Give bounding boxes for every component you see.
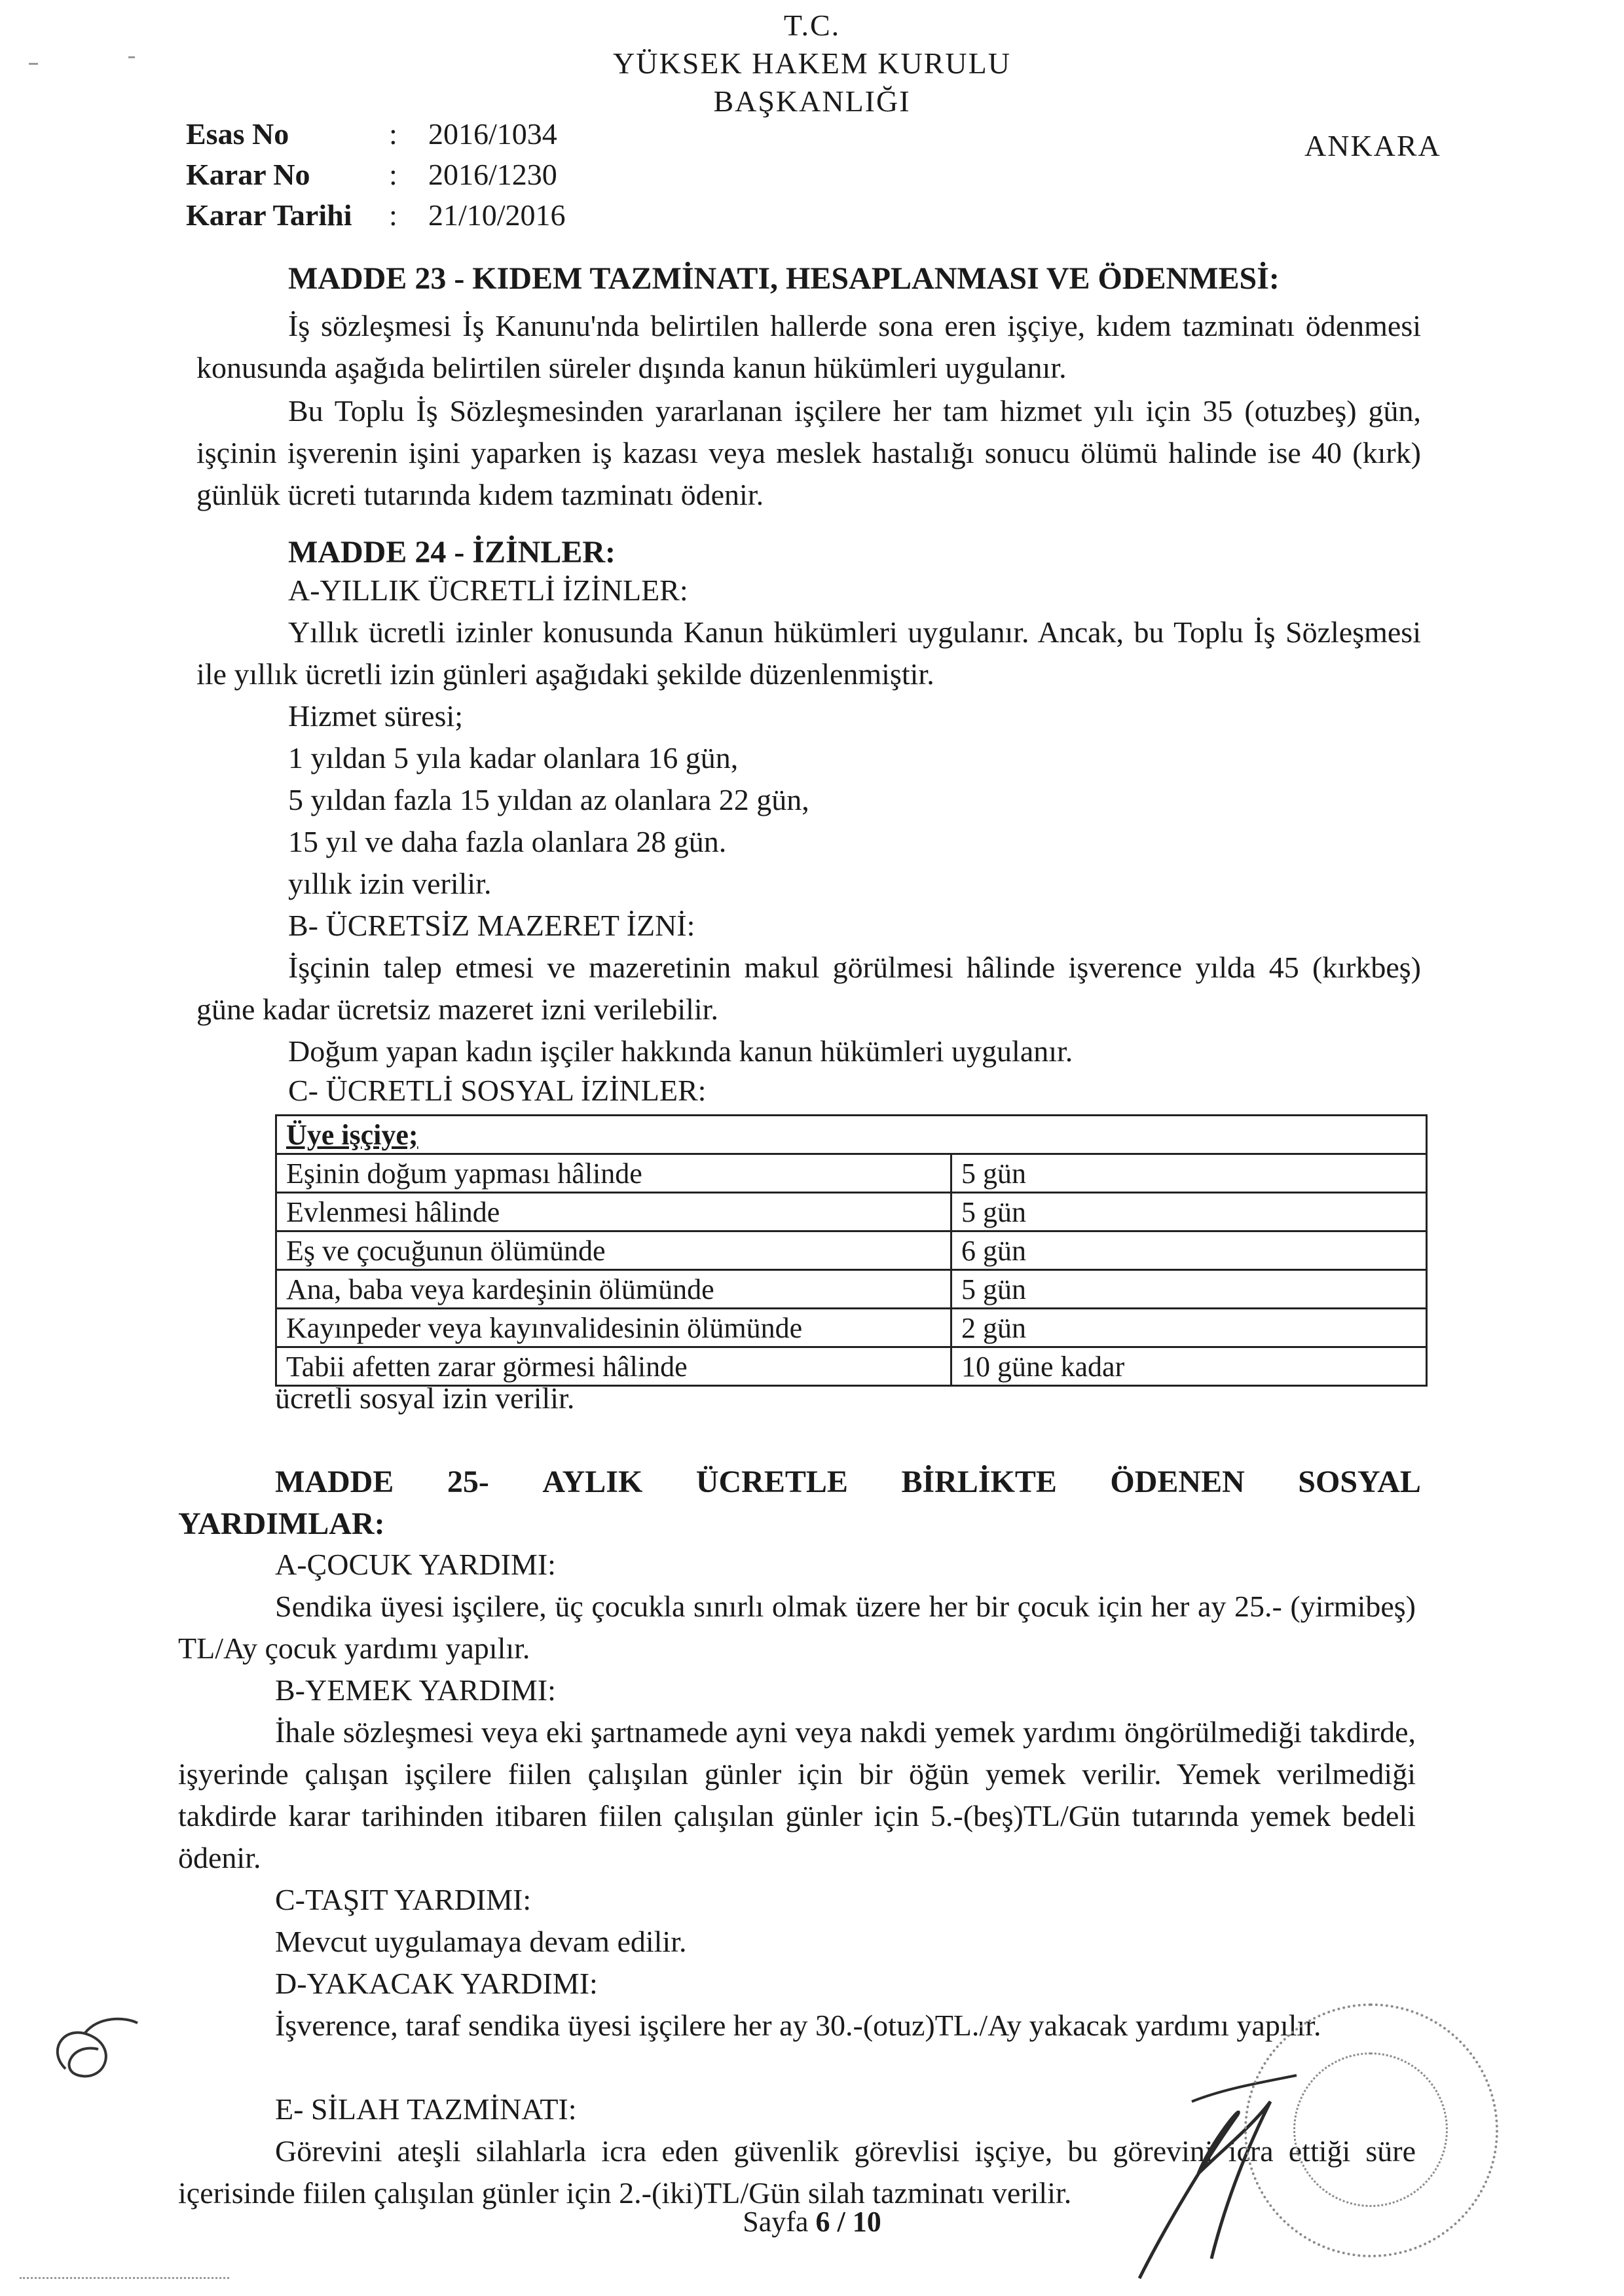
table-cell-event: Evlenmesi hâlinde [276, 1193, 951, 1231]
meta-row-esas [186, 117, 644, 157]
madde-25-c-paragraph: Mevcut uygulamaya devam edilir. [275, 1925, 687, 1958]
madde-25-a-paragraph: Sendika üyesi işçilere, üç çocukla sınırlı olmak üzere her bir çocuk için her ay 25.- (yirmibeş) TL/Ay çocuk yardımı yapılır. [178, 1590, 1416, 1665]
table-cell-event: Eşinin doğum yapması hâlinde [276, 1154, 951, 1193]
table-cell-days: 10 güne kadar [951, 1347, 1427, 1386]
madde-25-heading-word: SOSYAL [1298, 1465, 1421, 1499]
table-row [276, 1193, 1427, 1231]
madde-24-b-title: B- ÜCRETSİZ MAZERET İZNİ: [288, 909, 695, 942]
madde-24-b-paragraph-2: Doğum yapan kadın işçiler hakkında kanun hükümleri uygulanır. [288, 1034, 1073, 1068]
madde-25-d-paragraph: İşverence, taraf sendika üyesi işçilere her ay 30.-(otuz)TL./Ay yakacak yardımı yapılır. [275, 2009, 1321, 2042]
page-prefix: Sayfa [743, 2206, 809, 2238]
madde-25-heading-word: BİRLİKTE [901, 1465, 1057, 1499]
madde-24-service-label: Hizmet süresi; [288, 699, 463, 733]
meta-row-tarih [186, 198, 644, 238]
meta-separator: : [389, 158, 397, 191]
madde-25-heading-word: ÜCRETLE [695, 1465, 848, 1499]
table-cell-days: 5 gün [951, 1154, 1427, 1193]
table-cell-days: 5 gün [951, 1193, 1427, 1231]
madde-24-c-end: ücretli sosyal izin verilir. [275, 1381, 575, 1415]
madde-25-e-title: E- SİLAH TAZMİNATI: [275, 2092, 577, 2126]
header-city: ANKARA [1304, 129, 1441, 162]
madde-24-service-line-3: 15 yıl ve daha fazla olanlara 28 gün. [288, 825, 727, 858]
madde-23-heading: MADDE 23 - KIDEM TAZMİNATI, HESAPLANMASI VE ÖDENMESİ: [288, 261, 1280, 296]
social-leave-table [275, 1114, 1428, 1387]
meta-separator: : [389, 198, 397, 232]
madde-25-heading-word: ÖDENEN [1110, 1465, 1245, 1499]
meta-value: 2016/1230 [428, 158, 557, 191]
madde-24-heading: MADDE 24 - İZİNLER: [288, 535, 616, 570]
madde-24-service-line-1: 1 yıldan 5 yıla kadar olanlara 16 gün, [288, 741, 739, 774]
madde-25-b-title: B-YEMEK YARDIMI: [275, 1673, 556, 1707]
page-separator: / [837, 2206, 845, 2238]
table-cell-event: Tabii afetten zarar görmesi hâlinde [276, 1347, 951, 1386]
madde-25-a-title: A-ÇOCUK YARDIMI: [275, 1548, 556, 1581]
meta-label: Karar No [186, 158, 310, 191]
initials-mark [39, 2010, 151, 2095]
page-current: 6 [815, 2206, 830, 2238]
header-tc: T.C. [783, 9, 841, 42]
header-office: BAŞKANLIĞI [713, 84, 911, 118]
meta-label: Esas No [186, 117, 289, 151]
madde-25-heading-line-1 [275, 1464, 1421, 1500]
madde-23-paragraph-2: Bu Toplu İş Sözleşmesinden yararlanan işçilere her tam hizmet yılı için 35 (otuzbeş) gün, işçinin işverenin işini yaparken iş kazası veya meslek hastalığı sonucu ölümü halinde ise 40 (kırk) günlük ücreti tutarında kıdem tazminatı ödenir. [196, 394, 1421, 511]
official-stamp-inner-ring [1293, 2052, 1448, 2207]
madde-24-service-line-2: 5 yıldan fazla 15 yıldan az olanlara 22 gün, [288, 783, 809, 816]
table-row [276, 1309, 1427, 1347]
madde-23-paragraph-1: İş sözleşmesi İş Kanunu'nda belirtilen hallerde sona eren işçiye, kıdem tazminatı ödenmesi konusunda aşağıda belirtilen süreler dışında kanun hükümleri uygulanır. [196, 309, 1421, 384]
table-cell-event: Eş ve çocuğunun ölümünde [276, 1231, 951, 1270]
madde-25-heading-word: 25- [447, 1465, 489, 1499]
madde-24-a-paragraph: Yıllık ücretli izinler konusunda Kanun hükümleri uygulanır. Ancak, bu Toplu İş Sözleşmesi ile yıllık ücretli izin günleri aşağıdaki şekilde düzenlenmiştir. [196, 615, 1421, 691]
meta-row-karar [186, 157, 644, 198]
page-total: 10 [852, 2206, 881, 2238]
meta-separator: : [389, 117, 397, 151]
table-cell-days: 2 gün [951, 1309, 1427, 1347]
madde-25-e-paragraph: Görevini ateşli silahlarla icra eden güvenlik görevlisi işçiye, bu görevini icra ettiği süre içerisinde fiilen çalışılan günler için 2.-(iki)TL/Gün silah tazminatı verilir. [178, 2134, 1416, 2210]
table-header-row [276, 1116, 1427, 1154]
madde-25-heading-line-2: YARDIMLAR: [178, 1506, 385, 1541]
table-row [276, 1154, 1427, 1193]
madde-24-b-paragraph-1: İşçinin talep etmesi ve mazeretinin makul görülmesi hâlinde işverence yılda 45 (kırkbeş) güne kadar ücretsiz mazeret izni verilebilir. [196, 951, 1421, 1026]
table-cell-days: 6 gün [951, 1231, 1427, 1270]
table-row [276, 1231, 1427, 1270]
madde-25-b-paragraph: İhale sözleşmesi veya eki şartnamede ayni veya nakdi yemek yardımı öngörülmediği takdirde, işyerinde çalışan işçilere fiilen çalışılan günler için bir öğün yemek verilir. Yemek verilmediği takdirde karar tarihinden itibaren fiilen çalışılan günler için 5.-(beş)TL/Gün tutarında yemek bedeli ödenir. [178, 1715, 1416, 1874]
scan-speck [128, 56, 135, 58]
table-cell-event: Kayınpeder veya kayınvalidesinin ölümünde [276, 1309, 951, 1347]
meta-value: 2016/1034 [428, 117, 557, 151]
madde-25-heading-word: AYLIK [542, 1465, 643, 1499]
meta-label: Karar Tarihi [186, 198, 352, 232]
scan-edge-dots [20, 2277, 229, 2279]
header-institution: YÜKSEK HAKEM KURULU [613, 46, 1011, 80]
madde-24-a-end: yıllık izin verilir. [288, 867, 492, 900]
table-header-cell: Üye işçiye; [276, 1116, 1427, 1154]
meta-block [186, 117, 644, 238]
madde-24-a-title: A-YILLIK ÜCRETLİ İZİNLER: [288, 574, 688, 607]
scan-speck [29, 63, 38, 65]
madde-25-heading-word: MADDE [275, 1465, 394, 1499]
table-cell-event: Ana, baba veya kardeşinin ölümünde [276, 1270, 951, 1309]
madde-25-d-title: D-YAKACAK YARDIMI: [275, 1967, 598, 2000]
table-row [276, 1270, 1427, 1309]
meta-value: 21/10/2016 [428, 198, 566, 232]
table-cell-days: 5 gün [951, 1270, 1427, 1309]
madde-25-c-title: C-TAŞIT YARDIMI: [275, 1883, 532, 1916]
madde-24-c-title: C- ÜCRETLİ SOSYAL İZİNLER: [288, 1074, 707, 1107]
